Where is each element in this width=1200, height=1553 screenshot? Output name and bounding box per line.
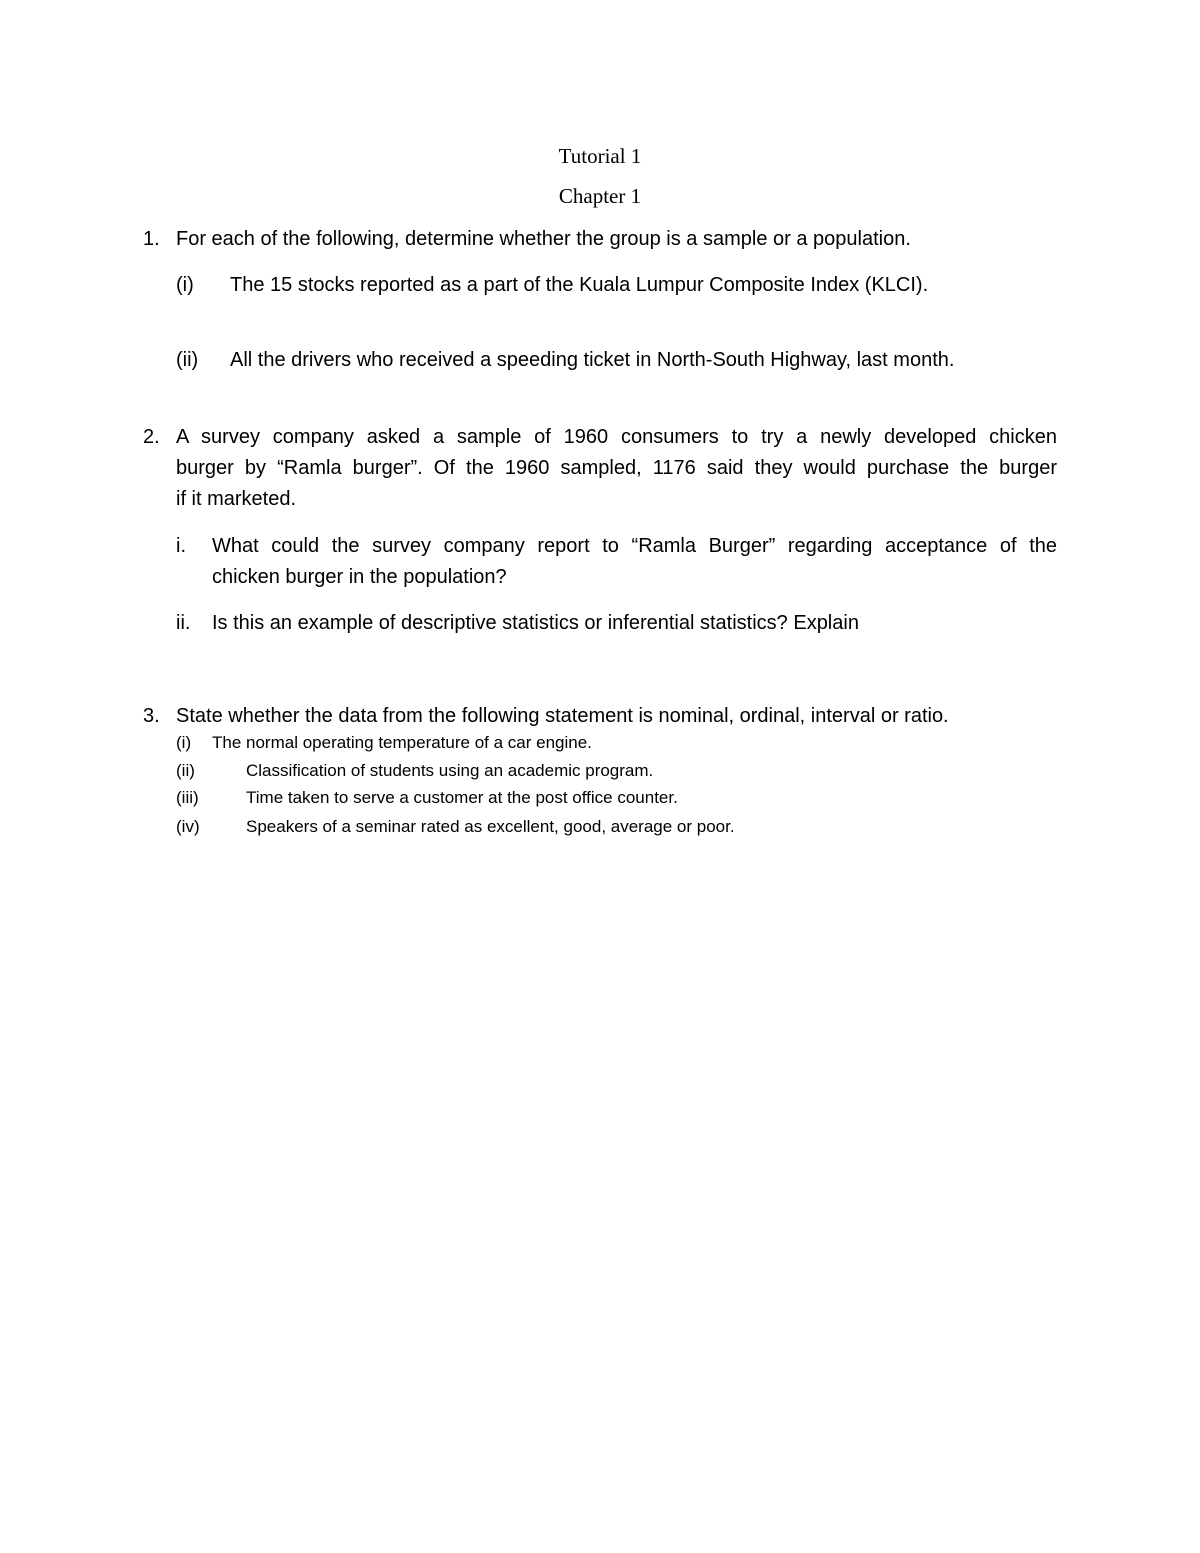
item-text-line: chicken burger in the population?: [212, 566, 507, 588]
item-text: Speakers of a seminar rated as excellent, good, average or poor.: [246, 817, 735, 836]
page-title: Tutorial 1: [558, 144, 642, 168]
item-text-line: Is this an example of descriptive statistics or inferential statistics? Explain: [212, 612, 859, 634]
question-number: 3.: [143, 705, 160, 727]
item-label: (i): [176, 733, 192, 752]
item-text: The 15 stocks reported as a part of the Kuala Lumpur Composite Index (KLCI).: [230, 274, 929, 296]
item-label: (ii): [176, 349, 199, 371]
item-text: Classification of students using an academic program.: [246, 761, 654, 780]
question-number: 2.: [143, 426, 160, 448]
question-text-line: burger by “Ramla burger”. Of the 1960 sampled, 1176 said they would purchase the burger: [176, 457, 1057, 479]
item-label: (iv): [176, 817, 200, 836]
item-label: ii.: [176, 612, 191, 634]
question-text: For each of the following, determine whether the group is a sample or a population.: [176, 228, 911, 250]
item-label: (iii): [176, 788, 199, 807]
item-label: i.: [176, 535, 186, 557]
item-label: (i): [176, 274, 194, 296]
item-text: All the drivers who received a speeding ticket in North-South Highway, last month.: [230, 349, 955, 371]
question-text: State whether the data from the following statement is nominal, ordinal, interval or ratio.: [176, 705, 949, 727]
item-text: Time taken to serve a customer at the post office counter.: [246, 788, 678, 807]
question-number: 1.: [143, 228, 160, 250]
question-text-line: if it marketed.: [176, 488, 297, 510]
question-text-line: A survey company asked a sample of 1960 consumers to try a newly developed chicken: [176, 426, 1057, 448]
item-text-line: What could the survey company report to “Ramla Burger” regarding acceptance of the: [212, 535, 1057, 557]
chapter-heading: Chapter 1: [558, 184, 642, 208]
item-text: The normal operating temperature of a car engine.: [212, 733, 592, 752]
item-label: (ii): [176, 761, 195, 780]
